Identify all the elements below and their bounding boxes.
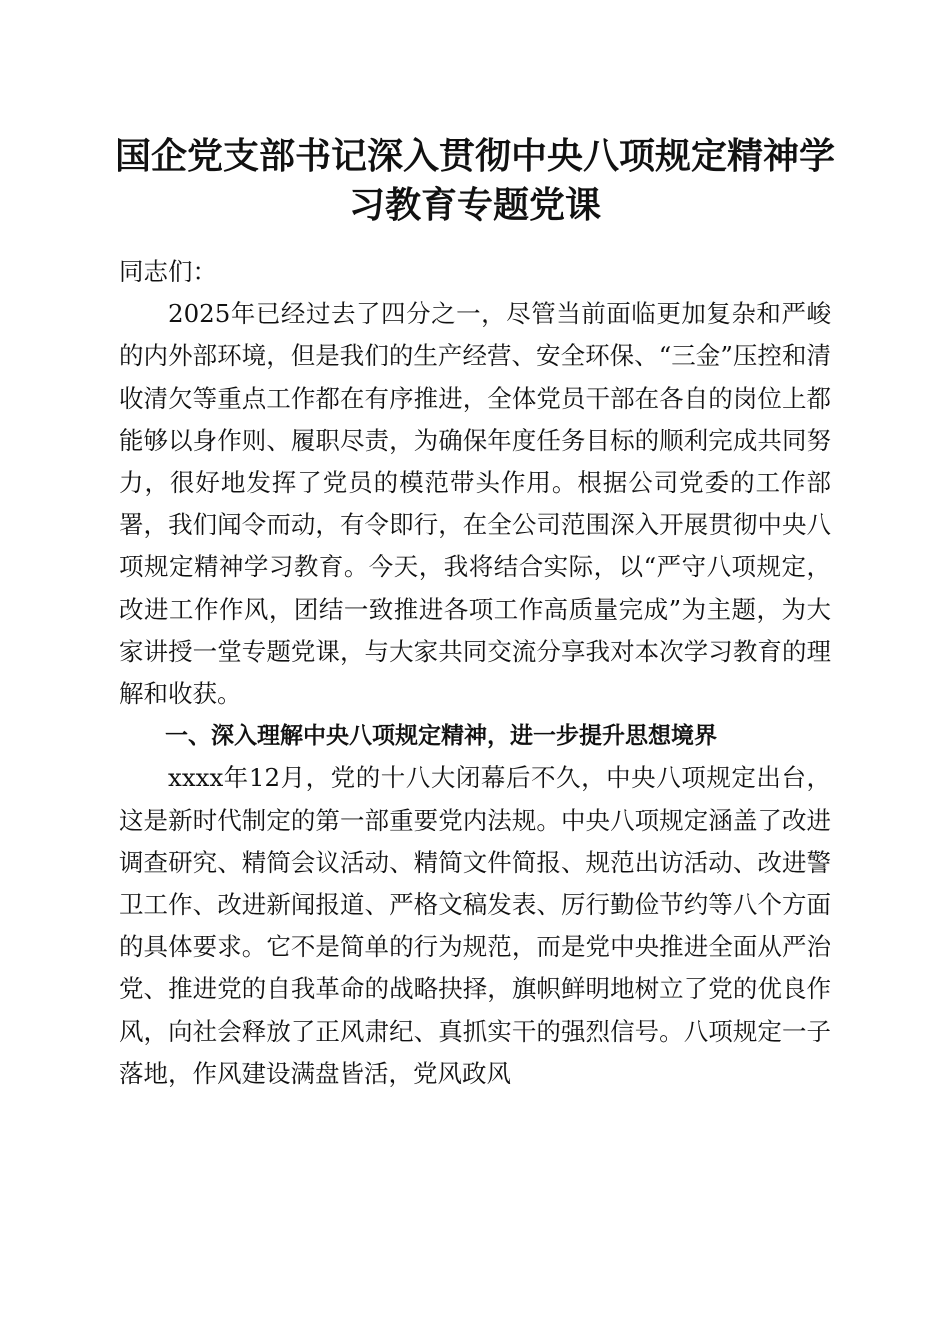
salutation: 同志们： [119,257,217,286]
section-heading: 一、深入理解中央八项规定精神，进一步提升思想境界 [165,723,717,750]
section-paragraph: xxxx年12月，党的十八大闭幕后不久，中央八项规定出台，这是新时代制定的第一部重要党内法规。中央八项规定涵盖了改进调查研究、精简会议活动、精简文件简报、规范出访活动、改进警卫工作、改进新闻报道、严格文稿发表、厉行勤俭节约等八个方面的具体要求。它不是简单的行为规范，而是党中央推进全面从严治党、推进党的自我革命的战略抉择，旗帜鲜明地树立了党的优良作风，向社会释放了正风肃纪、真抓实干的强烈信号。八项规定一子落地，作风建设满盘皆活，党风政风 [119,763,831,1088]
intro-paragraph: 2025年已经过去了四分之一，尽管当前面临更加复杂和严峻的内外部环境，但是我们的生产经营、安全环保、“三金”压控和清收清欠等重点工作都在有序推进，全体党员干部在各自的岗位上都能够以身作则、履职尽责，为确保年度任务目标的顺利完成共同努力，很好地发挥了党员的模范带头作用。根据公司党委的工作部署，我们闻令而动，有令即行，在全公司范围深入开展贯彻中央八项规定精神学习教育。今天，我将结合实际，以“严守八项规定，改进工作作风，团结一致推进各项工作高质量完成”为主题，为大家讲授一堂专题党课，与大家共同交流分享我对本次学习教育的理解和收获。 [119,299,831,709]
document-body [119,251,831,1095]
document-title: 国企党支部书记深入贯彻中央八项规定精神学习教育专题党课 [114,135,835,226]
